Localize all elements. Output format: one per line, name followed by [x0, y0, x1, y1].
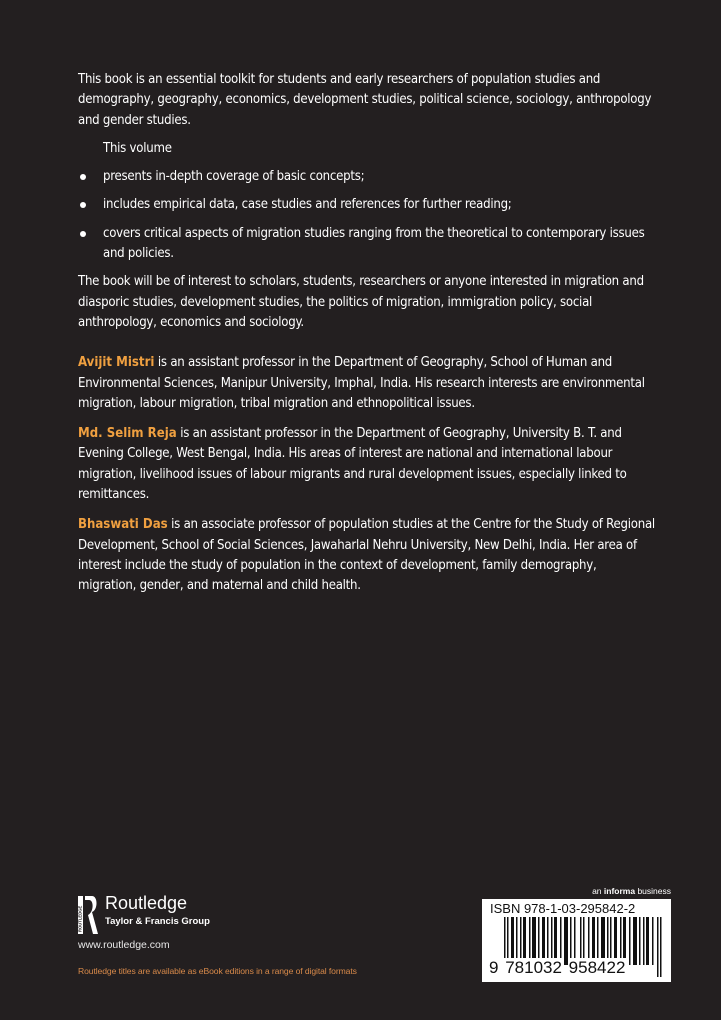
- isbn-label: ISBN 978-1-03-295842-2: [490, 901, 636, 916]
- volume-lead: This volume: [103, 140, 172, 156]
- svg-text:ROUTLEDGE: ROUTLEDGE: [78, 905, 83, 932]
- informa-tagline: an informa business: [592, 886, 671, 896]
- feature-list: [78, 167, 658, 264]
- publisher-group: Taylor & Francis Group: [105, 916, 210, 927]
- audience-paragraph: The book will be of interest to scholars, students, researchers or anyone interested in migration and diasporic studies, development studies, the politics of migration, immigration policy, social anthropology, economics and sociology.: [78, 274, 644, 330]
- back-cover-text: [78, 70, 658, 607]
- author-bio: Avijit Mistri is an assistant professor in the Department of Geography, School of Human and Environmental Sciences, Manipur University, Imphal, India. His research interests are environmental migration, labour migration, tribal migration and ethnopolitical issues.: [78, 355, 645, 411]
- isbn-barcode: [482, 899, 671, 982]
- intro-paragraph: This book is an essential toolkit for students and early researchers of population studies and demography, geography, economics, development studies, political science, sociology, anthropology and gender studies.: [78, 72, 652, 128]
- author-name: Md. Selim Reja: [78, 426, 177, 442]
- publisher-website: www.routledge.com: [78, 939, 170, 951]
- bullet-icon: [80, 202, 86, 208]
- publisher-name: Routledge: [105, 893, 188, 913]
- routledge-logo-icon: [78, 896, 98, 934]
- bullet-icon: [80, 231, 86, 237]
- author-name: Bhaswati Das: [78, 517, 168, 533]
- ean-digits: 9 781032 958422: [489, 958, 626, 977]
- author-bios: [78, 353, 658, 596]
- author-bio: Md. Selim Reja is an assistant professor in the Department of Geography, University B. T. and Evening College, West Bengal, India. His areas of interest are national and international labour migration, livelihood issues of labour migrants and rural development issues, especially linked to remittances.: [78, 426, 627, 503]
- feature-item: covers critical aspects of migration studies ranging from the theoretical to contemporary issues and policies.: [78, 224, 658, 265]
- bullet-icon: [80, 174, 86, 180]
- author-bio: Bhaswati Das is an associate professor of population studies at the Centre for the Study of Regional Development, School of Social Sciences, Jawaharlal Nehru University, New Delhi, India. Her area of interest include the study of population in the context of development, family demography, migration, gender, and maternal and child health.: [78, 517, 655, 594]
- author-name: Avijit Mistri: [78, 355, 155, 371]
- feature-item: presents in-depth coverage of basic concepts;: [78, 167, 658, 187]
- feature-item: includes empirical data, case studies and references for further reading;: [78, 195, 658, 215]
- ebook-note: Routledge titles are available as eBook editions in a range of digital formats: [78, 966, 357, 976]
